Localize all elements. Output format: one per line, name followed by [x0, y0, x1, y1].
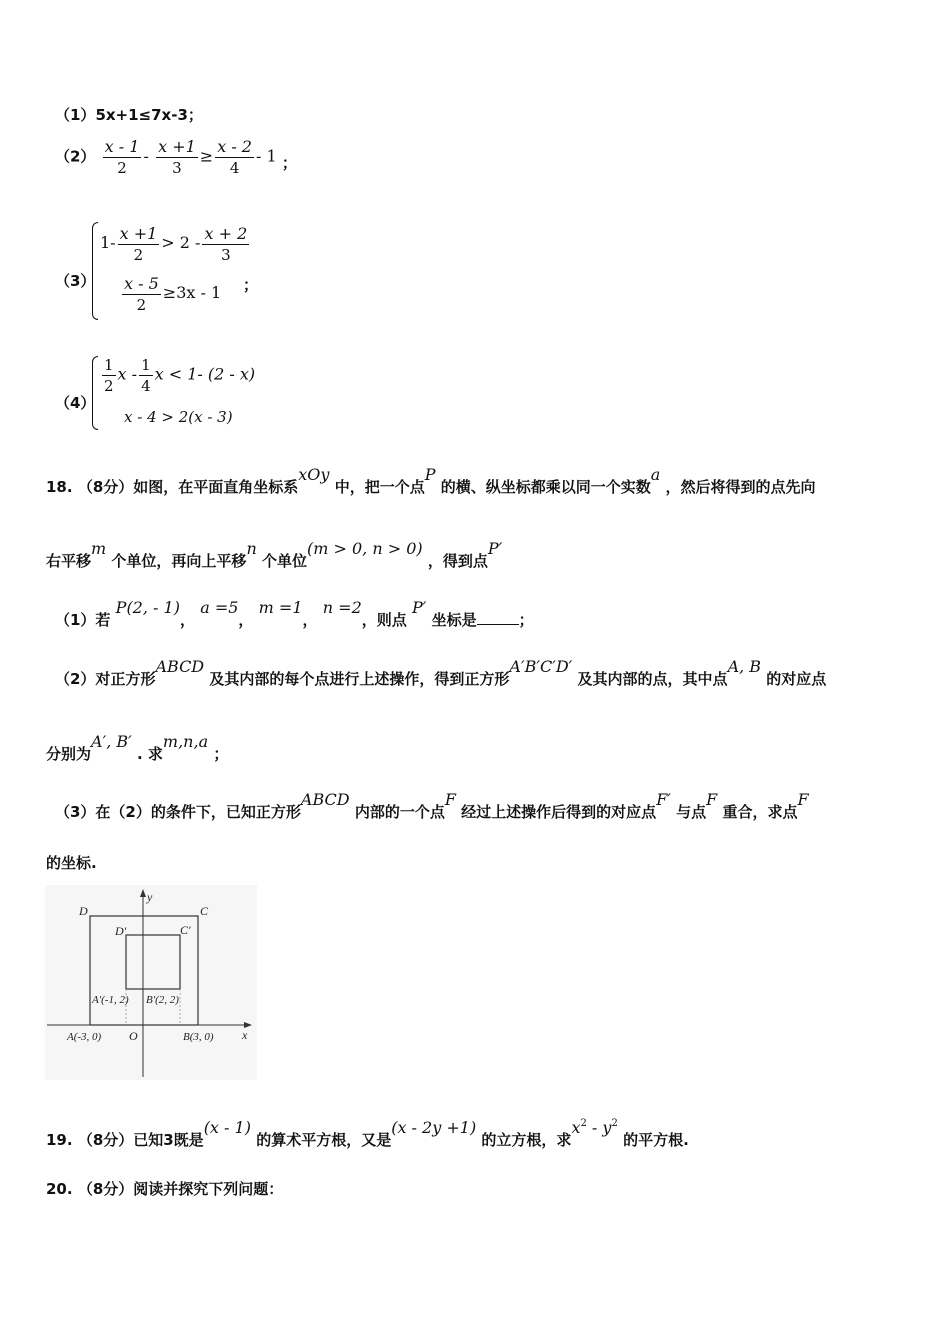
p19: 19. （8分）已知3既是(x - 1) 的算术平方根，又是(x - 2y +1) 的立方根，求$x^2 - y^2$ 的平方根.: [46, 1118, 689, 1149]
p18-line1: 18. （8分）如图，在平面直角坐标系xOy 中，把一个点P 的横、纵坐标都乘以同一个实数a ，然后将得到的点先向: [46, 465, 816, 496]
p17-part2-frac2: $\frac{x +1}{3}$: [158, 137, 196, 177]
p17-part3-brace: [92, 222, 98, 320]
p17-part2-frac3: $\frac{x - 2}{4}$: [217, 137, 252, 177]
p17-part2-label: （2）: [55, 147, 96, 166]
label-Cp: C′: [180, 923, 191, 937]
label-B: B(3, 0): [183, 1031, 214, 1043]
p19-number: 19.: [46, 1131, 73, 1149]
label-C: C: [200, 904, 209, 918]
p17-part2: [55, 137, 297, 177]
p18-q3-line1: （3）在（2）的条件下，已知正方形ABCD 内部的一个点F 经过上述操作后得到的对应点F′ 与点F 重合，求点F: [55, 790, 809, 821]
p17-part3-row2: $\frac{x - 5}{2}$ ≥3x - 1: [124, 274, 222, 314]
p17-part2-tail: - 1: [255, 146, 277, 166]
p17-part1-label: （1）: [55, 106, 96, 124]
p17-part1-text: 5x+1≤7x-3；: [95, 106, 203, 124]
p17-part1: [55, 104, 203, 125]
label-O: O: [129, 1029, 138, 1043]
p20-number: 20.: [46, 1180, 73, 1198]
p17-part3-row1: 1- $\frac{x +1}{2}$ > 2 - $\frac{x + 2}{3}$: [100, 224, 248, 264]
label-Ap: A′(-1, 2): [92, 994, 129, 1006]
label-A: A(-3, 0): [67, 1031, 102, 1043]
p20: 20. （8分）阅读并探究下列问题：: [46, 1180, 284, 1198]
p17-part4-row1: $\frac{1}{2}$ x - $\frac{1}{4}$ x < 1- (2 - x): [104, 356, 256, 395]
p17-part4-row2: x - 4 > 2(x - 3): [124, 408, 233, 426]
p18-q2-line1: （2）对正方形ABCD 及其内部的每个点进行上述操作，得到正方形A′B′C′D′ 及其内部的点，其中点A, B 的对应点: [55, 657, 827, 688]
p18-number: 18.: [46, 478, 73, 496]
p17-part2-op2: ≥: [199, 146, 214, 166]
p18-line2: 右平移m 个单位，再向上平移n 个单位(m > 0, n > 0) ，得到点P′: [46, 539, 503, 570]
label-x: x: [242, 1028, 248, 1042]
p18-q3-line2: 的坐标.: [46, 854, 97, 872]
coordinate-figure: [45, 885, 257, 1080]
p19-expression: $x^2 - y^2$: [571, 1118, 618, 1137]
p18-q2-line2: 分别为A′, B′ . 求m,n,a ；: [46, 732, 229, 763]
p17-part3-semicolon: ；: [243, 276, 259, 294]
p18-q1: （1）若 P(2, - 1)， a =5， m =1， n =2，则点 P′ 坐标是 ；: [55, 598, 534, 629]
p17-part2-frac1: $\frac{x - 1}{2}$: [104, 137, 140, 177]
label-Dp: D′: [115, 924, 127, 938]
figure-background: [45, 885, 257, 1080]
label-D: D: [79, 904, 88, 918]
label-y: y: [147, 890, 153, 904]
p18-q1-answer-blank: [477, 624, 519, 625]
label-Bp: B′(2, 2): [146, 994, 179, 1006]
p17-part4-label: （4）: [55, 394, 96, 412]
p17-part4-brace: [92, 356, 98, 430]
p17-part3-label: （3）: [55, 272, 96, 290]
p17-part2-semicolon: ；: [281, 153, 297, 172]
p17-part2-op1: -: [143, 146, 149, 166]
